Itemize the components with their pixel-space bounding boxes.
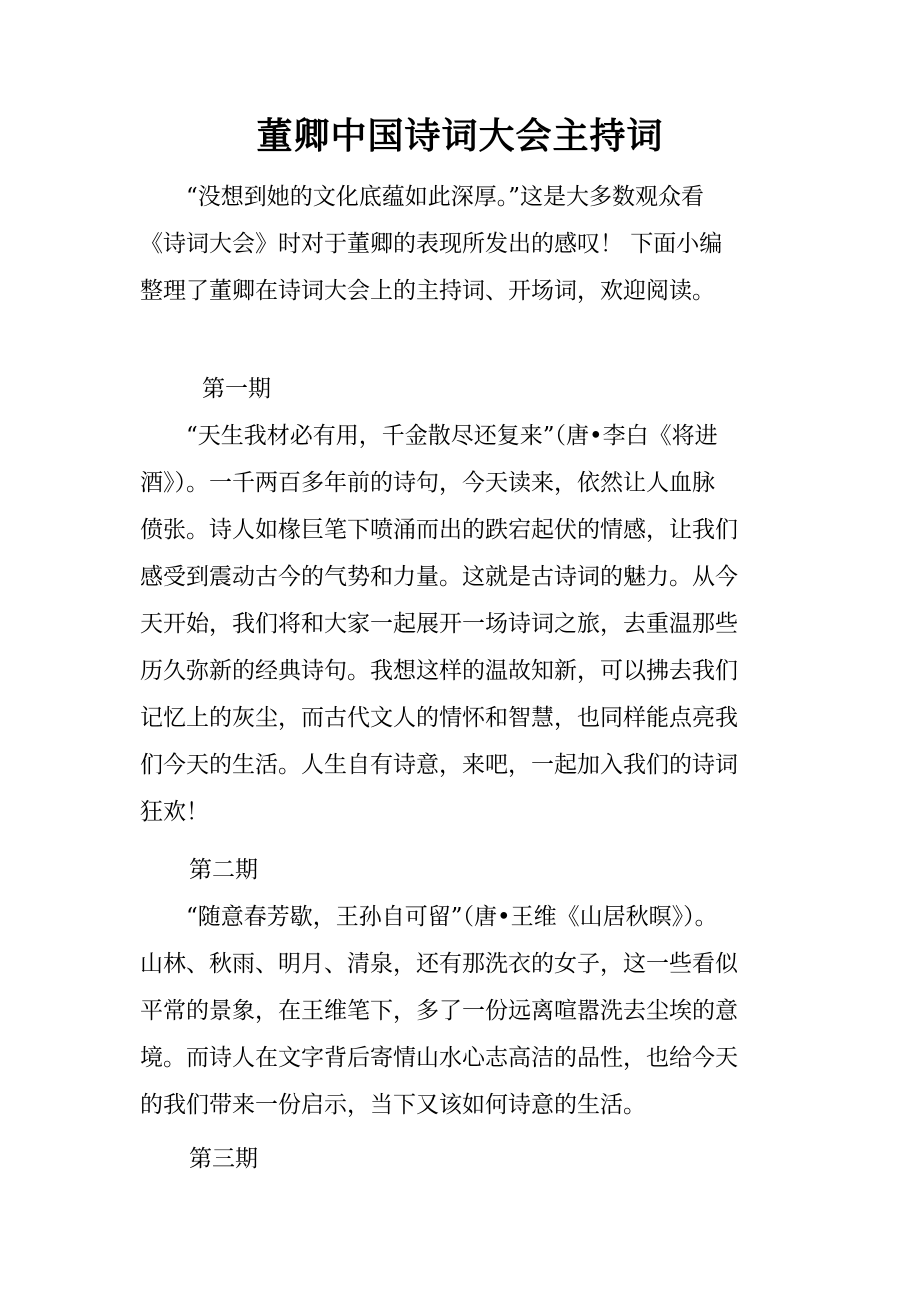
section-1-line-5: 天开始，我们将和大家一起展开一场诗词之旅，去重温那些 bbox=[140, 611, 738, 637]
intro-line-1: “没想到她的文化底蕴如此深厚。”这是大多数观众看 bbox=[186, 184, 705, 210]
section-2-line-3: 平常的景象，在王维笔下，多了一份远离喧嚣洗去尘埃的意 bbox=[140, 998, 738, 1024]
intro-line-2: 《诗词大会》时对于董卿的表现所发出的感叹！ 下面小编 bbox=[140, 231, 723, 257]
section-1-paragraph bbox=[140, 413, 800, 836]
section-1-line-1: “天生我材必有用，千金散尽还复来”（唐•李白《将进 bbox=[186, 423, 718, 449]
section-1-line-6: 历久弥新的经典诗句。我想这样的温故知新，可以拂去我们 bbox=[140, 658, 738, 684]
section-2-line-5: 的我们带来一份启示，当下又该如何诗意的生活。 bbox=[140, 1092, 646, 1118]
section-1-line-9: 狂欢！ bbox=[140, 799, 209, 825]
intro-line-3: 整理了董卿在诗词大会上的主持词、开场词，欢迎阅读。 bbox=[140, 278, 715, 304]
section-1-heading: 第一期 bbox=[202, 376, 271, 402]
section-2-line-2: 山林、秋雨、明月、清泉，还有那洗衣的女子，这一些看似 bbox=[140, 951, 738, 977]
section-1-line-7: 记忆上的灰尘，而古代文人的情怀和智慧，也同样能点亮我 bbox=[140, 705, 738, 731]
intro-paragraph bbox=[140, 174, 800, 315]
document-title: 董卿中国诗词大会主持词 bbox=[256, 115, 664, 157]
section-3-heading: 第三期 bbox=[189, 1146, 258, 1172]
section-1-line-4: 感受到震动古今的气势和力量。这就是古诗词的魅力。从今 bbox=[140, 564, 738, 590]
section-2-heading: 第二期 bbox=[189, 857, 258, 883]
section-2-line-4: 境。而诗人在文字背后寄情山水心志高洁的品性，也给今天 bbox=[140, 1045, 738, 1071]
section-1-line-8: 们今天的生活。人生自有诗意，来吧，一起加入我们的诗词 bbox=[140, 752, 738, 778]
section-2-paragraph bbox=[140, 894, 800, 1129]
section-1-line-2: 酒》）。一千两百多年前的诗句，今天读来，依然让人血脉 bbox=[140, 470, 715, 496]
section-1-line-3: 偾张。诗人如椽巨笔下喷涌而出的跌宕起伏的情感，让我们 bbox=[140, 517, 738, 543]
section-2-line-1: “随意春芳歇，王孙自可留”（唐•王维《山居秋暝》）。 bbox=[186, 904, 718, 930]
